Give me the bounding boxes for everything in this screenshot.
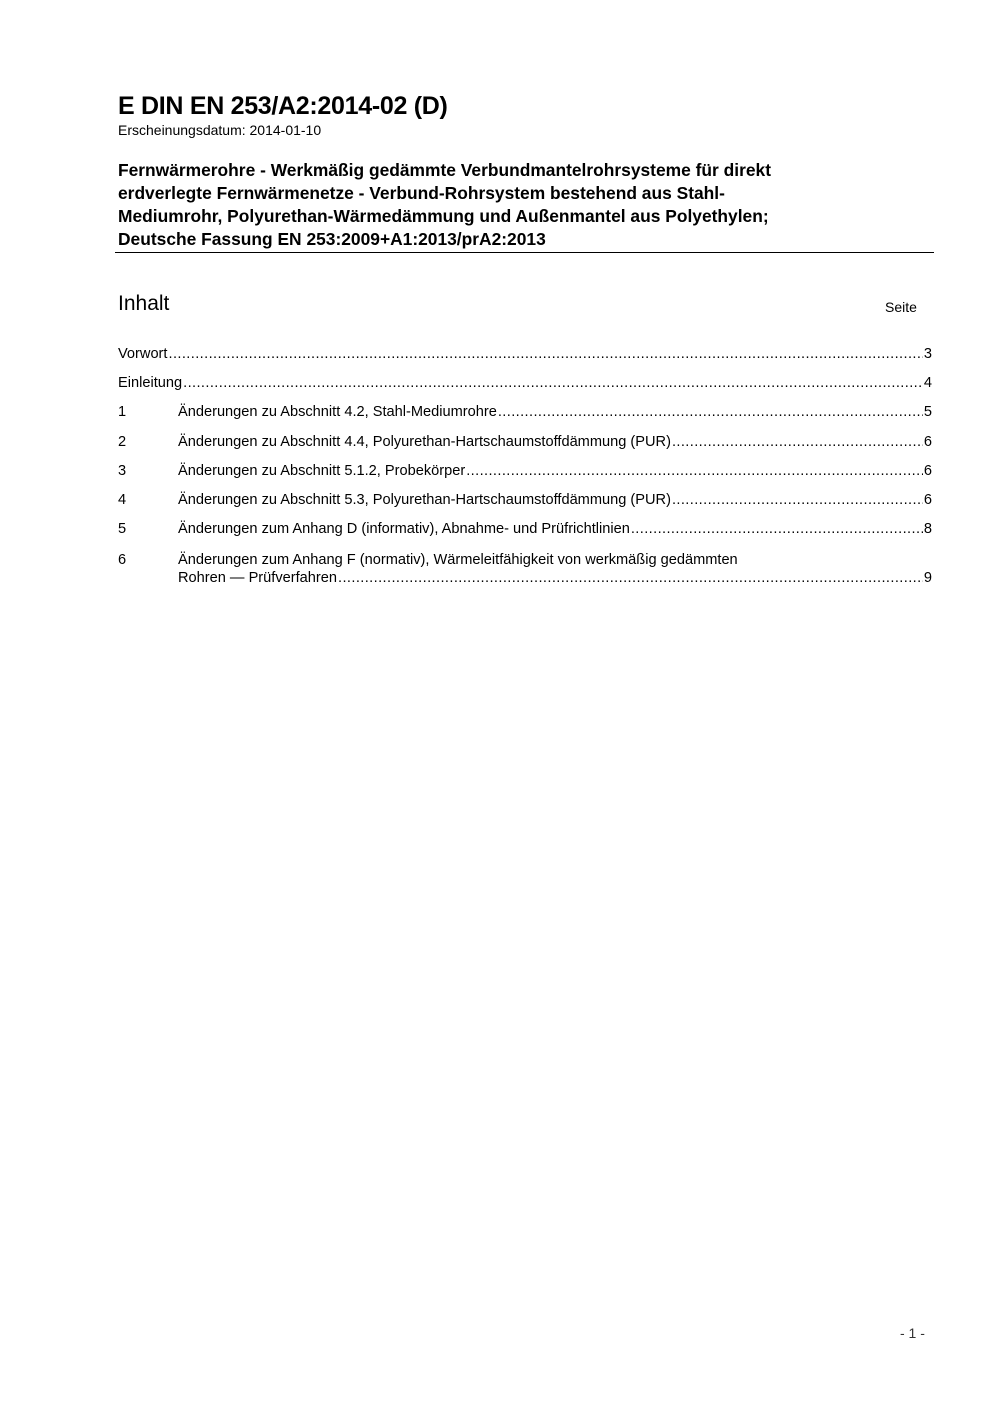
toc-entry-number: 6 xyxy=(118,552,127,569)
toc-entry-3[interactable] xyxy=(118,463,932,492)
toc-entry-body xyxy=(178,521,932,537)
toc-entry-body xyxy=(118,346,932,362)
toc-entry-page: 5 xyxy=(923,404,932,421)
title-divider xyxy=(115,252,934,253)
toc-page-column-label: Seite xyxy=(885,299,917,315)
toc-entry-page: 6 xyxy=(923,491,932,508)
toc-entry-body xyxy=(178,434,932,450)
toc-entry-line xyxy=(178,570,932,586)
toc-dot-leader xyxy=(183,375,923,391)
document-id: E DIN EN 253/A2:2014-02 (D) xyxy=(118,92,448,120)
toc-entry-number: 3 xyxy=(118,462,127,479)
toc-entry-line xyxy=(178,463,932,479)
toc-entry-line xyxy=(178,434,932,450)
toc-dot-leader xyxy=(672,434,923,450)
toc-entry-label: Änderungen zu Abschnitt 5.3, Polyurethan-Hartschaumstoffdämmung (PUR) xyxy=(178,491,671,508)
toc-dot-leader xyxy=(466,463,923,479)
toc-entry-number: 1 xyxy=(118,404,127,421)
toc-entry-page: 9 xyxy=(923,570,932,587)
toc-entry-page: 3 xyxy=(923,346,932,362)
toc-entry-vorwort[interactable] xyxy=(118,346,932,375)
document-title-line: Deutsche Fassung EN 253:2009+A1:2013/prA2:2013 xyxy=(118,229,546,249)
toc-dot-leader xyxy=(498,404,923,420)
release-date: Erscheinungsdatum: 2014-01-10 xyxy=(118,122,322,138)
toc-entry-body xyxy=(178,463,932,479)
toc-entry-label: Änderungen zu Abschnitt 5.1.2, Probekörper xyxy=(178,462,466,479)
toc-entry-page: 6 xyxy=(923,462,932,479)
toc-entry-line xyxy=(118,375,932,391)
toc-entry-5[interactable] xyxy=(118,521,932,550)
toc-entry-label: Vorwort xyxy=(118,346,168,362)
document-title xyxy=(118,159,898,251)
toc-entry-line xyxy=(178,492,932,508)
toc-entry-4[interactable] xyxy=(118,492,932,521)
toc-dot-leader xyxy=(672,492,923,508)
toc-entry-page: 8 xyxy=(923,521,932,538)
toc-entry-label: Einleitung xyxy=(118,375,183,392)
toc-entry-label: Änderungen zum Anhang D (informativ), Abnahme- und Prüfrichtlinien xyxy=(178,521,630,538)
document-title-line: erdverlegte Fernwärmenetze - Verbund-Rohrsystem bestehend aus Stahl- xyxy=(118,183,725,203)
toc-heading: Inhalt xyxy=(118,292,170,315)
toc-entry-number: 5 xyxy=(118,521,127,538)
toc-entry-body xyxy=(178,404,932,420)
toc-entry-2[interactable] xyxy=(118,434,932,463)
toc-entry-body xyxy=(178,492,932,508)
toc-dot-leader xyxy=(168,346,922,362)
toc-entry-6[interactable] xyxy=(118,550,932,586)
table-of-contents xyxy=(118,346,932,586)
toc-entry-body xyxy=(178,550,932,586)
toc-entry-page: 4 xyxy=(923,375,932,392)
toc-entry-number: 2 xyxy=(118,433,127,450)
toc-dot-leader xyxy=(338,570,923,586)
toc-entry-line xyxy=(178,404,932,420)
toc-dot-leader xyxy=(631,521,923,537)
toc-entry-label: Änderungen zu Abschnitt 4.4, Polyurethan-Hartschaumstoffdämmung (PUR) xyxy=(178,433,671,450)
toc-entry-number: 4 xyxy=(118,491,127,508)
toc-entry-label-continued: Rohren — Prüfverfahren xyxy=(178,570,337,587)
toc-entry-label: Änderungen zu Abschnitt 4.2, Stahl-Mediumrohre xyxy=(178,404,497,421)
document-title-line: Mediumrohr, Polyurethan-Wärmedämmung und Außenmantel aus Polyethylen; xyxy=(118,206,769,226)
document-title-line: Fernwärmerohre - Werkmäßig gedämmte Verbundmantelrohrsysteme für direkt xyxy=(118,160,771,180)
page-number: - 1 - xyxy=(900,1325,925,1341)
toc-entry-label: Änderungen zum Anhang F (normativ), Wärmeleitfähigkeit von werkmäßig gedämmten xyxy=(178,552,738,569)
toc-entry-body xyxy=(118,375,932,391)
toc-entry-line xyxy=(178,521,932,537)
toc-entry-1[interactable] xyxy=(118,404,932,433)
toc-entry-page: 6 xyxy=(923,433,932,450)
toc-entry-einleitung[interactable] xyxy=(118,375,932,404)
toc-entry-line xyxy=(118,346,932,362)
